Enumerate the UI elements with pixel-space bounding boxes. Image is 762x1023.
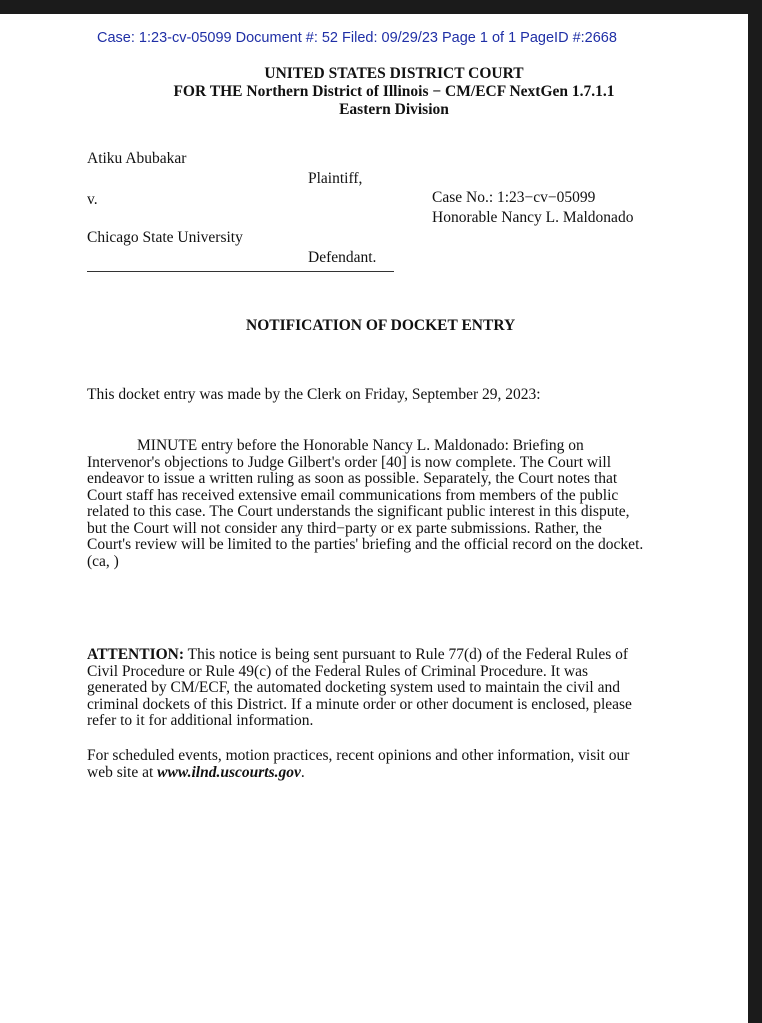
- attention-line: criminal dockets of this District. If a minute order or other document is enclosed, please: [87, 695, 632, 713]
- case-header-stamp: Case: 1:23-cv-05099 Document #: 52 Filed: 09/29/23 Page 1 of 1 PageID #:2668: [97, 30, 617, 46]
- minute-line: Intervenor's objections to Judge Gilbert's order [40] is now complete. The Court will: [87, 453, 612, 471]
- attention-line: refer to it for additional information.: [87, 712, 314, 729]
- entry-intro-text: This docket entry was made by the Clerk on Friday, September 29, 2023:: [87, 386, 541, 403]
- attention-line: [87, 647, 697, 664]
- court-heading: [0, 65, 762, 119]
- attention-line: Civil Procedure or Rule 49(c) of the Federal Rules of Criminal Procedure. It was: [87, 662, 589, 680]
- footer-info: [87, 748, 697, 781]
- minute-line: MINUTE entry before the Honorable Nancy L. Maldonado: Briefing on: [137, 437, 584, 454]
- plaintiff-role: Plaintiff,: [308, 170, 363, 187]
- minute-line: endeavor to issue a written ruling as soon as possible. Separately, the Court notes that: [87, 470, 618, 487]
- defendant-name: Chicago State University: [87, 229, 243, 246]
- minute-line: related to this case. The Court understands the significant public interest in this dispute,: [87, 503, 630, 520]
- plaintiff-name: Atiku Abubakar: [87, 150, 187, 167]
- court-name: UNITED STATES DISTRICT COURT: [264, 65, 524, 82]
- minute-line: Court staff has received extensive email communications from members of the public: [87, 486, 619, 504]
- minute-entry: [87, 438, 697, 570]
- attention-text: This notice is being sent pursuant to Rule 77(d) of the Federal Rules of: [184, 646, 629, 663]
- court-district: FOR THE Northern District of Illinois − CM/ECF NextGen 1.7.1.1: [173, 83, 615, 100]
- notice-title: NOTIFICATION OF DOCKET ENTRY: [246, 317, 516, 334]
- footer-line: For scheduled events, motion practices, recent opinions and other information, visit our: [87, 747, 630, 764]
- case-number: Case No.: 1:23−cv−05099: [432, 189, 596, 206]
- court-website-link[interactable]: www.ilnd.uscourts.gov: [157, 763, 301, 781]
- footer-prefix: web site at: [87, 763, 158, 781]
- caption-divider: [87, 271, 394, 272]
- footer-suffix: .: [300, 763, 305, 781]
- attention-label: ATTENTION:: [87, 646, 185, 663]
- judge-name: Honorable Nancy L. Maldonado: [432, 209, 634, 226]
- versus-label: v.: [87, 191, 98, 208]
- minute-line: (ca, ): [87, 552, 119, 570]
- minute-line: but the Court will not consider any third−party or ex parte submissions. Rather, the: [87, 519, 602, 537]
- court-division: Eastern Division: [339, 101, 449, 118]
- entry-intro: [87, 387, 697, 404]
- minute-line: Court's review will be limited to the parties' briefing and the official record on the docket.: [87, 536, 644, 553]
- footer-line: [87, 765, 697, 782]
- attention-notice: [87, 647, 697, 730]
- defendant-role: Defendant.: [308, 249, 377, 266]
- document-page: [0, 14, 748, 1023]
- attention-line: generated by CM/ECF, the automated docketing system used to maintain the civil and: [87, 679, 620, 696]
